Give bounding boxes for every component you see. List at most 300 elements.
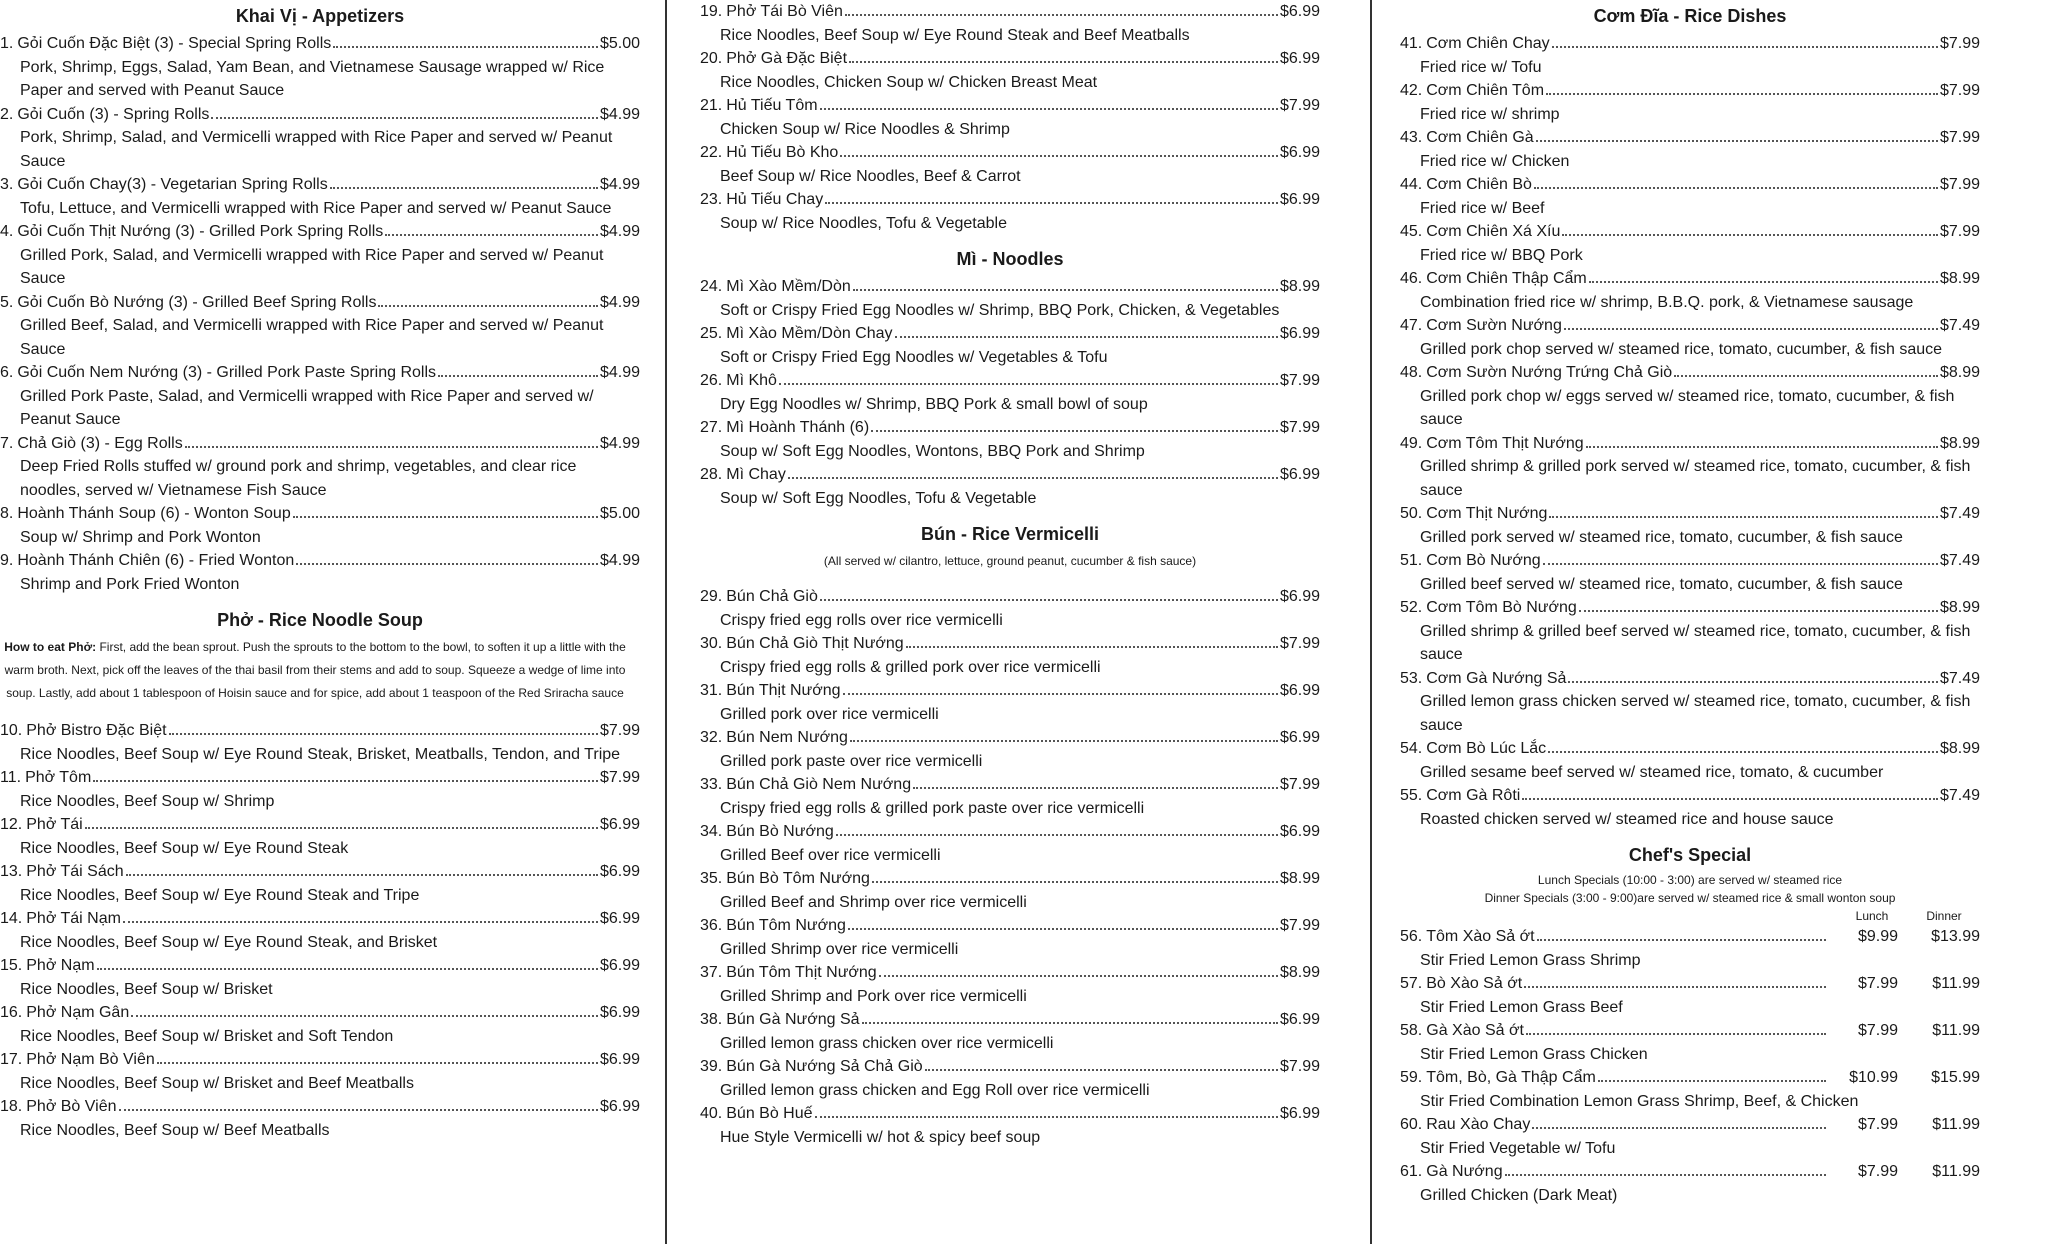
item-number: 47.: [1400, 317, 1423, 334]
item-name: Tôm, Bò, Gà Thập Cẩm: [1426, 1069, 1596, 1086]
menu-item-line: [700, 463, 1320, 487]
menu-item-line: [0, 1095, 640, 1119]
dot-leader: [779, 383, 1278, 385]
menu-item: [0, 361, 640, 432]
item-price: $6.99: [1279, 588, 1320, 605]
dot-leader: [825, 202, 1278, 204]
menu-item: [0, 173, 640, 220]
item-price: $8.99: [1939, 270, 1980, 287]
item-price: $7.99: [1279, 1058, 1320, 1075]
dot-leader: [820, 108, 1278, 110]
item-dinner-price: $11.99: [1932, 1116, 1980, 1133]
dot-leader: [1536, 140, 1938, 142]
item-description: Crispy fried egg rolls over rice vermicelli: [720, 611, 1003, 629]
item-price: $4.99: [599, 223, 640, 240]
dot-leader: [836, 834, 1278, 836]
item-name: Tôm Xào Sả ớt: [1426, 928, 1535, 945]
item-description: Soup w/ Soft Egg Noodles, Wontons, BBQ Pork and Shrimp: [720, 442, 1145, 460]
menu-item-line: [1400, 972, 1980, 996]
menu-item: [0, 766, 640, 813]
item-price: $7.99: [1939, 129, 1980, 146]
item-name: Bún Gà Nướng Sả: [726, 1011, 860, 1028]
item-name: Cơm Chiên Bò: [1426, 176, 1532, 193]
menu-item: [1400, 173, 1980, 220]
dot-leader: [906, 646, 1278, 648]
item-number: 50.: [1400, 505, 1423, 522]
item-price: $7.99: [599, 769, 640, 786]
dot-leader: [1546, 93, 1938, 95]
section-title-appetizers: Khai Vị - Appetizers: [235, 6, 405, 26]
item-name: Bún Chả Giò: [726, 588, 818, 605]
item-description: Stir Fried Lemon Grass Beef: [1420, 998, 1623, 1016]
item-description: Stir Fried Lemon Grass Chicken: [1420, 1045, 1648, 1063]
menu-item-line: [700, 188, 1320, 212]
menu-item-line: [700, 914, 1320, 938]
item-description: Rice Noodles, Beef Soup w/ Eye Round Steak and Beef Meatballs: [720, 26, 1190, 44]
item-number: 40.: [700, 1105, 723, 1122]
dot-leader: [843, 693, 1278, 695]
pho-continued-list: [700, 0, 1320, 235]
menu-item-line: [0, 173, 640, 197]
item-name: Gà Nướng: [1426, 1163, 1503, 1180]
menu-item-line: [0, 766, 640, 790]
item-name: Phở Bistro Đặc Biệt: [26, 722, 167, 739]
dot-leader: [871, 430, 1278, 432]
item-number: 55.: [1400, 787, 1423, 804]
item-description: Roasted chicken served w/ steamed rice and house sauce: [1420, 810, 1834, 828]
dot-leader: [93, 780, 598, 782]
dot-leader: [872, 881, 1278, 883]
item-dinner-price: $15.99: [1931, 1069, 1980, 1086]
item-description: Rice Noodles, Beef Soup w/ Brisket: [20, 980, 273, 998]
chef-lunch-note: Lunch Specials (10:00 - 3:00) are served w/ steamed rice: [1537, 873, 1843, 887]
mi-list: [700, 275, 1320, 510]
column-divider: [1370, 0, 1372, 1244]
menu-item-line: [1400, 549, 1980, 573]
item-price: $7.99: [1279, 372, 1320, 389]
dot-leader: [1568, 681, 1938, 683]
menu-item: [700, 188, 1320, 235]
menu-item-line: [1400, 314, 1980, 338]
menu-item-line: [1400, 79, 1980, 103]
item-name: Hủ Tiếu Tôm: [726, 97, 818, 114]
dot-leader: [848, 928, 1278, 930]
menu-item: [700, 679, 1320, 726]
dot-leader: [296, 563, 598, 565]
menu-item: [1400, 267, 1980, 314]
dot-leader: [1579, 610, 1938, 612]
item-description: Grilled sesame beef served w/ steamed rice, tomato, & cucumber: [1420, 763, 1884, 781]
item-number: 37.: [700, 964, 723, 981]
item-dinner-price: $11.99: [1932, 1022, 1980, 1039]
item-number: 32.: [700, 729, 723, 746]
item-price: $6.99: [599, 1051, 640, 1068]
chef-price-header: [1400, 907, 1980, 925]
item-name: Gỏi Cuốn Chay(3) - Vegetarian Spring Rolls: [17, 176, 328, 193]
menu-item: [700, 585, 1320, 632]
dot-leader: [1526, 1033, 1826, 1035]
menu-item: [1400, 79, 1980, 126]
item-number: 7.: [0, 434, 14, 452]
item-number: 51.: [1400, 552, 1423, 569]
dot-leader: [1562, 234, 1938, 236]
menu-item: [700, 416, 1320, 463]
item-description: Soup w/ Shrimp and Pork Wonton: [20, 528, 261, 546]
item-number: 5.: [0, 293, 14, 311]
dot-leader: [1586, 446, 1938, 448]
item-description: Rice Noodles, Beef Soup w/ Brisket and Beef Meatballs: [20, 1074, 414, 1092]
item-number: 38.: [700, 1011, 723, 1028]
menu-item: [1400, 1160, 1980, 1207]
menu-item: [1400, 1019, 1980, 1066]
item-name: Bún Tôm Nướng: [726, 917, 846, 934]
item-dinner-price: $11.99: [1932, 975, 1980, 992]
menu-item-line: [700, 275, 1320, 299]
item-number: 49.: [1400, 434, 1423, 452]
item-number: 8.: [0, 505, 14, 522]
appetizers-list: [0, 32, 640, 596]
item-price: $6.99: [599, 863, 640, 880]
item-price: $8.99: [1939, 740, 1980, 757]
dot-leader: [1532, 1127, 1826, 1129]
item-name: Mì Xào Mềm/Dòn Chay: [726, 325, 893, 342]
pho-how-to-label: How to eat Phở:: [4, 640, 97, 654]
menu-item-line: [700, 369, 1320, 393]
item-number: 34.: [700, 823, 723, 840]
item-description: Soup w/ Soft Egg Noodles, Tofu & Vegetable: [720, 489, 1037, 507]
item-description: Grilled Beef and Shrimp over rice vermicelli: [720, 893, 1027, 911]
section-title-pho: Phở - Rice Noodle Soup: [217, 610, 423, 630]
item-name: Cơm Gà Rôti: [1426, 787, 1521, 804]
item-number: 14.: [0, 910, 23, 927]
menu-item: [1400, 1113, 1980, 1160]
pho-how-to-eat: [0, 636, 630, 705]
menu-item-line: [700, 416, 1320, 440]
menu-item: [0, 220, 640, 291]
menu-item: [0, 860, 640, 907]
dot-leader: [788, 477, 1278, 479]
item-name: Bún Chả Giò Thịt Nướng: [726, 635, 904, 652]
item-lunch-price: $9.99: [1857, 928, 1898, 945]
com-list: [1400, 32, 1980, 831]
dot-leader: [1505, 1174, 1826, 1176]
item-price: $8.99: [1939, 599, 1980, 616]
lunch-header: Lunch: [1855, 909, 1889, 923]
item-price: $6.99: [599, 816, 640, 833]
item-number: 46.: [1400, 270, 1423, 287]
item-number: 54.: [1400, 740, 1423, 757]
dot-leader: [849, 61, 1278, 63]
dot-leader: [333, 46, 598, 48]
dot-leader: [126, 874, 598, 876]
item-price: $7.99: [1279, 776, 1320, 793]
menu-item-line: [0, 432, 640, 456]
item-price: $7.99: [1279, 97, 1320, 114]
item-number: 10.: [0, 722, 23, 739]
item-description: Grilled lemon grass chicken and Egg Roll over rice vermicelli: [720, 1081, 1150, 1099]
menu-item: [1400, 596, 1980, 667]
menu-item: [700, 463, 1320, 510]
item-dinner-price: $13.99: [1931, 928, 1980, 945]
item-description: Shrimp and Pork Fried Wonton: [20, 575, 240, 593]
item-description: Stir Fried Lemon Grass Shrimp: [1420, 951, 1641, 969]
item-name: Bún Bò Nướng: [726, 823, 834, 840]
item-number: 29.: [700, 588, 723, 605]
section-title-com: Cơm Đĩa - Rice Dishes: [1593, 6, 1787, 26]
item-price: $7.99: [1939, 176, 1980, 193]
item-number: 56.: [1400, 928, 1423, 945]
item-description: Grilled Beef, Salad, and Vermicelli wrapped with Rice Paper and served w/ Peanut Sauce: [20, 317, 604, 358]
menu-item-line: [700, 141, 1320, 165]
item-name: Mì Chay: [726, 466, 786, 483]
menu-item: [0, 1048, 640, 1095]
menu-item-line: [1400, 220, 1980, 244]
menu-item: [0, 32, 640, 103]
menu-item-line: [0, 103, 640, 127]
item-name: Bún Bò Huế: [726, 1105, 813, 1122]
item-name: Cơm Chiên Tôm: [1426, 82, 1545, 99]
menu-item: [1400, 432, 1980, 503]
dot-leader: [169, 733, 598, 735]
item-description: Stir Fried Vegetable w/ Tofu: [1420, 1139, 1616, 1157]
menu-item: [700, 914, 1320, 961]
item-price: $6.99: [1279, 144, 1320, 161]
menu-item-line: [700, 585, 1320, 609]
item-price: $8.99: [1279, 278, 1320, 295]
menu-item: [700, 961, 1320, 1008]
item-price: $7.99: [1939, 82, 1980, 99]
dot-leader: [211, 117, 598, 119]
item-description: Dry Egg Noodles w/ Shrimp, BBQ Pork & small bowl of soup: [720, 395, 1148, 413]
menu-item: [700, 1055, 1320, 1102]
item-name: Cơm Chiên Gà: [1426, 129, 1534, 146]
item-name: Gỏi Cuốn Đặc Biệt (3) - Special Spring Rolls: [17, 35, 332, 52]
section-title-chef: Chef's Special: [1628, 845, 1752, 865]
item-description: Rice Noodles, Beef Soup w/ Eye Round Steak and Tripe: [20, 886, 420, 904]
item-description: Grilled Chicken (Dark Meat): [1420, 1186, 1618, 1204]
item-name: Rau Xào Chay: [1426, 1116, 1531, 1133]
item-number: 1.: [0, 35, 14, 52]
item-price: $6.99: [1279, 1105, 1320, 1122]
menu-item-line: [1400, 32, 1980, 56]
dot-leader: [845, 14, 1278, 16]
item-number: 27.: [700, 419, 723, 436]
menu-item-line: [1400, 925, 1980, 949]
item-price: $6.99: [1279, 325, 1320, 342]
dot-leader: [293, 516, 598, 518]
item-price: $8.99: [1279, 870, 1320, 887]
item-description: Crispy fried egg rolls & grilled pork paste over rice vermicelli: [720, 799, 1145, 817]
dot-leader: [385, 234, 598, 236]
chef-list: [1400, 925, 1980, 1207]
item-number: 12.: [0, 816, 23, 833]
item-description: Grilled Shrimp over rice vermicelli: [720, 940, 959, 958]
dot-leader: [97, 968, 598, 970]
item-price: $7.49: [1939, 552, 1980, 569]
item-number: 13.: [0, 863, 23, 880]
item-dinner-price: $11.99: [1932, 1163, 1980, 1180]
item-description: Rice Noodles, Chicken Soup w/ Chicken Breast Meat: [720, 73, 1098, 91]
item-number: 39.: [700, 1058, 723, 1075]
item-price: $6.99: [1279, 3, 1320, 20]
menu-item-line: [1400, 173, 1980, 197]
menu-item: [700, 275, 1320, 322]
item-number: 33.: [700, 776, 723, 793]
item-name: Phở Tôm: [25, 769, 92, 786]
dot-leader: [895, 336, 1278, 338]
menu-item: [700, 1008, 1320, 1055]
item-description: Fried rice w/ Beef: [1420, 199, 1545, 217]
item-description: Hue Style Vermicelli w/ hot & spicy beef soup: [720, 1128, 1041, 1146]
item-name: Mì Xào Mềm/Dòn: [726, 278, 851, 295]
chef-dinner-note: Dinner Specials (3:00 - 9:00)are served w/ steamed rice & small wonton soup: [1484, 891, 1896, 905]
dot-leader: [815, 1116, 1278, 1118]
menu-item: [1400, 549, 1980, 596]
item-name: Phở Gà Đặc Biệt: [726, 50, 848, 67]
item-price: $7.49: [1939, 669, 1980, 687]
item-number: 20.: [700, 50, 723, 67]
dot-leader: [1598, 1080, 1826, 1082]
item-number: 11.: [0, 769, 22, 786]
item-price: $7.99: [1939, 223, 1980, 240]
item-description: Rice Noodles, Beef Soup w/ Eye Round Steak, Brisket, Meatballs, Tendon, and Tripe: [20, 745, 621, 763]
item-price: $8.99: [1939, 364, 1980, 381]
dot-leader: [1564, 328, 1938, 330]
dot-leader: [123, 921, 598, 923]
menu-item: [0, 907, 640, 954]
item-description: Grilled pork chop served w/ steamed rice, tomato, cucumber, & fish sauce: [1420, 340, 1943, 358]
item-name: Phở Nạm Gân: [26, 1004, 130, 1021]
dot-leader: [131, 1015, 598, 1017]
menu-item: [0, 1095, 640, 1142]
item-price: $6.99: [1279, 191, 1320, 208]
item-lunch-price: $7.99: [1857, 1022, 1898, 1039]
item-number: 3.: [0, 176, 14, 193]
column-divider: [665, 0, 667, 1244]
menu-item-line: [1400, 1160, 1980, 1184]
item-description: Combination fried rice w/ shrimp, B.B.Q. pork, & Vietnamese sausage: [1420, 293, 1914, 311]
item-description: Rice Noodles, Beef Soup w/ Brisket and Soft Tendon: [20, 1027, 394, 1045]
item-price: $6.99: [1279, 1011, 1320, 1028]
menu-item-line: [700, 322, 1320, 346]
item-number: 58.: [1400, 1022, 1423, 1039]
pho-how-to-text: First, add the bean sprout. Push the sprouts to the bottom to the bowl, to soften it up a little with the warm broth. Next, pick off the leaves of the thai basil from their stems and add to soup. Squeeze a wedge of lime into soup. Lastly, add about 1 tablespoon of Hoisin sauce and for spice, add about 1 teaspoon of the Red Sriracha sauce: [4, 640, 626, 700]
item-description: Grilled Beef over rice vermicelli: [720, 846, 941, 864]
item-name: Phở Nạm: [26, 957, 95, 974]
menu-item-line: [700, 1008, 1320, 1032]
item-name: Hoành Thánh Soup (6) - Wonton Soup: [17, 505, 291, 522]
item-price: $5.00: [599, 35, 640, 52]
dot-leader: [1522, 798, 1938, 800]
menu-item-line: [700, 94, 1320, 118]
bun-list: [700, 585, 1320, 1149]
menu-item-line: [1400, 126, 1980, 150]
item-price: $4.99: [599, 364, 640, 381]
menu-item-line: [1400, 596, 1980, 620]
item-number: 43.: [1400, 129, 1423, 146]
item-name: Cơm Sườn Nướng: [1426, 317, 1562, 334]
menu-item-line: [1400, 267, 1980, 291]
menu-column-3: [1400, 0, 2000, 1244]
item-description: Grilled lemon grass chicken served w/ steamed rice, tomato, cucumber, & fish sauce: [1420, 693, 1971, 734]
item-description: Grilled pork chop w/ eggs served w/ steamed rice, tomato, cucumber, & fish sauce: [1420, 387, 1955, 428]
item-number: 59.: [1400, 1069, 1423, 1086]
menu-item: [700, 632, 1320, 679]
menu-item-line: [0, 813, 640, 837]
menu-item: [700, 726, 1320, 773]
item-price: $7.99: [1279, 419, 1320, 436]
menu-item: [0, 291, 640, 362]
menu-item: [700, 369, 1320, 416]
item-lunch-price: $7.99: [1857, 1163, 1898, 1180]
dot-leader: [1674, 375, 1938, 377]
item-description: Grilled pork paste over rice vermicelli: [720, 752, 983, 770]
item-name: Cơm Sườn Nướng Trứng Chả Giò: [1426, 364, 1673, 381]
item-price: $4.99: [599, 105, 640, 123]
menu-item: [0, 719, 640, 766]
item-number: 16.: [0, 1004, 23, 1021]
item-name: Cơm Bò Lúc Lắc: [1426, 740, 1547, 757]
item-description: Fried rice w/ BBQ Pork: [1420, 246, 1583, 264]
dot-leader: [1534, 187, 1938, 189]
item-number: 24.: [700, 278, 723, 295]
menu-item-line: [1400, 502, 1980, 526]
menu-item: [700, 867, 1320, 914]
item-name: Mì Hoành Thánh (6): [726, 419, 870, 436]
dot-leader: [119, 1109, 598, 1111]
item-description: Stir Fried Combination Lemon Grass Shrimp, Beef, & Chicken: [1420, 1092, 1859, 1110]
menu-item: [0, 103, 640, 174]
menu-item: [0, 954, 640, 1001]
item-price: $7.99: [1279, 917, 1320, 934]
item-name: Bún Chả Giò Nem Nướng: [726, 776, 912, 793]
item-number: 57.: [1400, 975, 1423, 992]
item-price: $7.99: [1279, 635, 1320, 652]
item-price: $6.99: [599, 1004, 640, 1021]
item-number: 9.: [0, 552, 14, 569]
menu-item: [1400, 925, 1980, 972]
item-number: 23.: [700, 191, 723, 208]
item-number: 35.: [700, 870, 723, 887]
item-name: Gỏi Cuốn Nem Nướng (3) - Grilled Pork Paste Spring Rolls: [17, 364, 437, 381]
menu-item-line: [0, 549, 640, 573]
item-number: 21.: [700, 97, 723, 114]
item-number: 53.: [1400, 669, 1423, 687]
item-number: 60.: [1400, 1116, 1423, 1133]
item-description: Fried rice w/ shrimp: [1420, 105, 1560, 123]
menu-item-line: [1400, 784, 1980, 808]
menu-item: [1400, 972, 1980, 1019]
item-description: Grilled pork served w/ steamed rice, tomato, cucumber, & fish sauce: [1420, 528, 1903, 546]
dot-leader: [879, 975, 1278, 977]
item-name: Hủ Tiếu Chay: [726, 191, 824, 208]
item-description: Deep Fried Rolls stuffed w/ ground pork and shrimp, vegetables, and clear rice noodles, served w/ Vietnamese Fish Sauce: [20, 458, 577, 499]
item-name: Cơm Chiên Chay: [1426, 35, 1550, 52]
item-name: Gỏi Cuốn (3) - Spring Rolls: [17, 105, 210, 123]
item-description: Soft or Crispy Fried Egg Noodles w/ Shrimp, BBQ Pork, Chicken, & Vegetables: [720, 301, 1280, 319]
item-description: Grilled Pork, Salad, and Vermicelli wrapped with Rice Paper and served w/ Peanut Sauce: [20, 246, 604, 287]
item-number: 26.: [700, 372, 723, 389]
dinner-header: Dinner: [1926, 909, 1962, 923]
item-number: 17.: [0, 1051, 23, 1068]
item-price: $6.99: [1279, 50, 1320, 67]
menu-item-line: [0, 907, 640, 931]
menu-item-line: [0, 1001, 640, 1025]
menu-item-line: [700, 961, 1320, 985]
item-number: 22.: [700, 144, 723, 161]
item-price: $8.99: [1279, 964, 1320, 981]
menu-item: [1400, 126, 1980, 173]
